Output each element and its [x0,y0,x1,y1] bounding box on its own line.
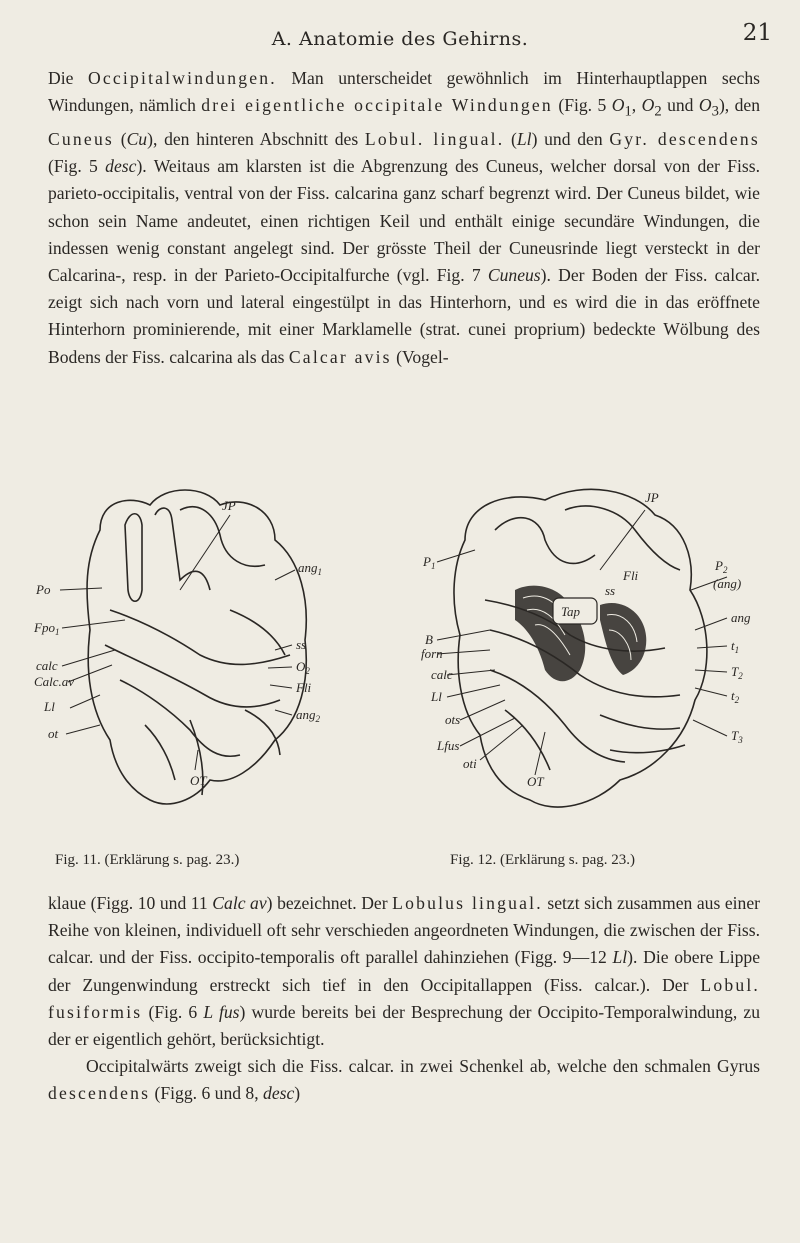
emphasis-term: Cuneus [48,128,114,149]
label-ang: ang [731,610,751,625]
label-o2: $O_2$ [296,659,310,676]
label-ot: ot [48,726,59,741]
emphasis-term: Lobul. lingual. [364,128,505,149]
abbrev: Calc av [212,893,267,913]
figure-12-drawing [395,470,770,840]
label-fli: Fli [623,568,639,583]
label-ot-caps: OT [190,773,207,788]
text-run: , [631,95,642,116]
figures-block [30,470,770,880]
label-ots: ots [445,712,461,727]
text-run: setzt sich zusammen aus einer Reihe von kleinen, individuell oft sehr verschieden angeordneten Windungen, die zwischen der Fiss. calcar. und der Fiss. occipito-temporalis oft parallel dahinziehen (Figg. 9—12 [48,893,761,968]
emphasis-term: Calcar avis [288,346,392,367]
subscript: 1 [624,103,632,120]
emphasis-term: Lobul. fusiformis [48,974,760,1022]
text-run: (Vogel- [391,346,449,367]
paragraph-lingual-lobule [48,890,760,1108]
abbrev: Ll [612,947,628,968]
paragraph-occipital-gyri [48,65,760,371]
subscript: 2 [654,103,662,120]
running-head: A. Anatomie des Gehirns. [271,28,529,50]
label-tap: Tap [561,604,581,619]
text-run: (Fig. 6 [142,1001,204,1022]
label-t3: $T_3$ [731,728,743,745]
abbrev: O [698,95,712,116]
abbrev: Cuneus [487,264,541,285]
text-run: Occipitalwärts zweigt sich die Fiss. calcar. in zwei Schenkel ab, welche den schmalen Gyrus [86,1056,760,1077]
label-oti: oti [463,756,477,771]
text-run: (Fig. 5 [552,95,612,116]
text-run: ) bezeichnet. Der [266,893,393,913]
label-jp: JP [645,490,659,505]
caption-fig-12: Fig. 12. (Erklärung s. pag. 23.) [450,852,635,868]
label-p2: $P_2$ [715,558,728,575]
abbrev: O [611,95,625,116]
label-ang1: ang$_1$ [298,560,322,577]
label-t2: $t_2$ [731,688,740,705]
label-ang2: ang$_2$ [296,707,320,724]
abbrev: Ll [516,128,532,149]
label-fpo: Fpo$_1$ [34,620,60,637]
text-run: ). Der Boden der Fiss. calcar. zeigt sich nach vorn und lateral eingestülpt in das Hinterhorn, und es wird die in das eröffnete Hinterhorn prominierende, mit einer Marklamelle (strat. cunei proprium) bedeckte Wölbung des Bodens der Fiss. calcarina als das [48,264,761,367]
label-ss: ss [605,583,616,598]
emphasis-term: Lobulus lingual. [392,893,543,913]
page-number: 21 [742,20,772,46]
abbrev: desc [263,1083,295,1104]
label-b: B [425,632,433,647]
label-fli: Fli [296,680,312,695]
label-forn: forn [421,646,443,661]
abbrev: Cu [126,128,148,149]
label-calc: calc [36,658,58,673]
text-run: klaue (Figg. 10 und 11 [48,893,213,913]
page-header [0,20,800,60]
label-jp: JP [222,498,236,513]
text-run: ). Weitaus am klarsten ist die Abgrenzung des Cuneus, welcher dorsal von der Fiss. parieto-occipitalis, ventral von der Fiss. calcarina ganz scharf begrenzt wird. Der Cuneus bildet, wie schon sein Name andeutet, einen richtigen Keil und enthält einige secundäre Windungen, die indessen wenig constant angelegt sind. Der grösste Theil der Cuneusrinde liegt versteckt in der Calcarina-, resp. in der Parieto-Occipitalfurche (vgl. Fig. 7 [48,156,760,285]
label-ll: Ll [44,699,55,714]
figure-11-drawing [30,470,370,830]
label-ss: ss [296,637,307,652]
text-run: ( [504,128,517,149]
text-run: ) wurde bereits bei der Besprechung der Occipito-Temporalwindung, zu der er eigentlich gehört, berücksichtigt. [48,1001,760,1050]
text-run: Man unterscheidet gewöhnlich im Hinterhauptlappen sechs Windungen, nämlich [48,68,760,116]
abbrev: desc [105,156,137,177]
text-run: ). Die obere Lippe der Zungenwindung erstreckt sich tief in den Occipitallappen (Fiss. calcar.). Der [48,947,760,995]
emphasis-term: Gyr. descendens [609,128,760,149]
abbrev: O [641,95,655,116]
label-ang-paren: (ang) [713,576,742,591]
text-run: ), den hinteren Abschnitt des [147,128,365,149]
caption-fig-11: Fig. 11. (Erklärung s. pag. 23.) [55,852,240,868]
label-calc: calc [431,667,453,682]
text-run: (Figg. 6 und 8, [150,1083,264,1104]
label-ll: Ll [431,689,442,704]
label-ot-caps: OT [527,774,544,789]
label-calc-av: Calc.av [34,674,75,689]
section-heading: Occipitalwindungen. [87,68,277,88]
subscript: 3 [711,103,719,120]
text-run: Die [48,68,88,88]
label-lfus: Lfus [437,738,460,753]
label-p1: $P_1$ [423,554,436,571]
label-po: Po [36,582,51,597]
text-run: ) [294,1083,301,1104]
label-t1: $t_1$ [731,638,740,655]
text-run: und [661,95,699,116]
emphasis-term: drei eigentliche occipitale Windungen [201,95,553,116]
text-run: ) und den [531,128,610,149]
text-run: ( [113,128,127,149]
text-run: ), den [718,95,761,116]
label-t2-caps: $T_2$ [731,664,743,681]
abbrev: L fus [203,1001,240,1022]
text-run: (Fig. 5 [48,156,106,177]
emphasis-term: descendens [48,1083,151,1104]
